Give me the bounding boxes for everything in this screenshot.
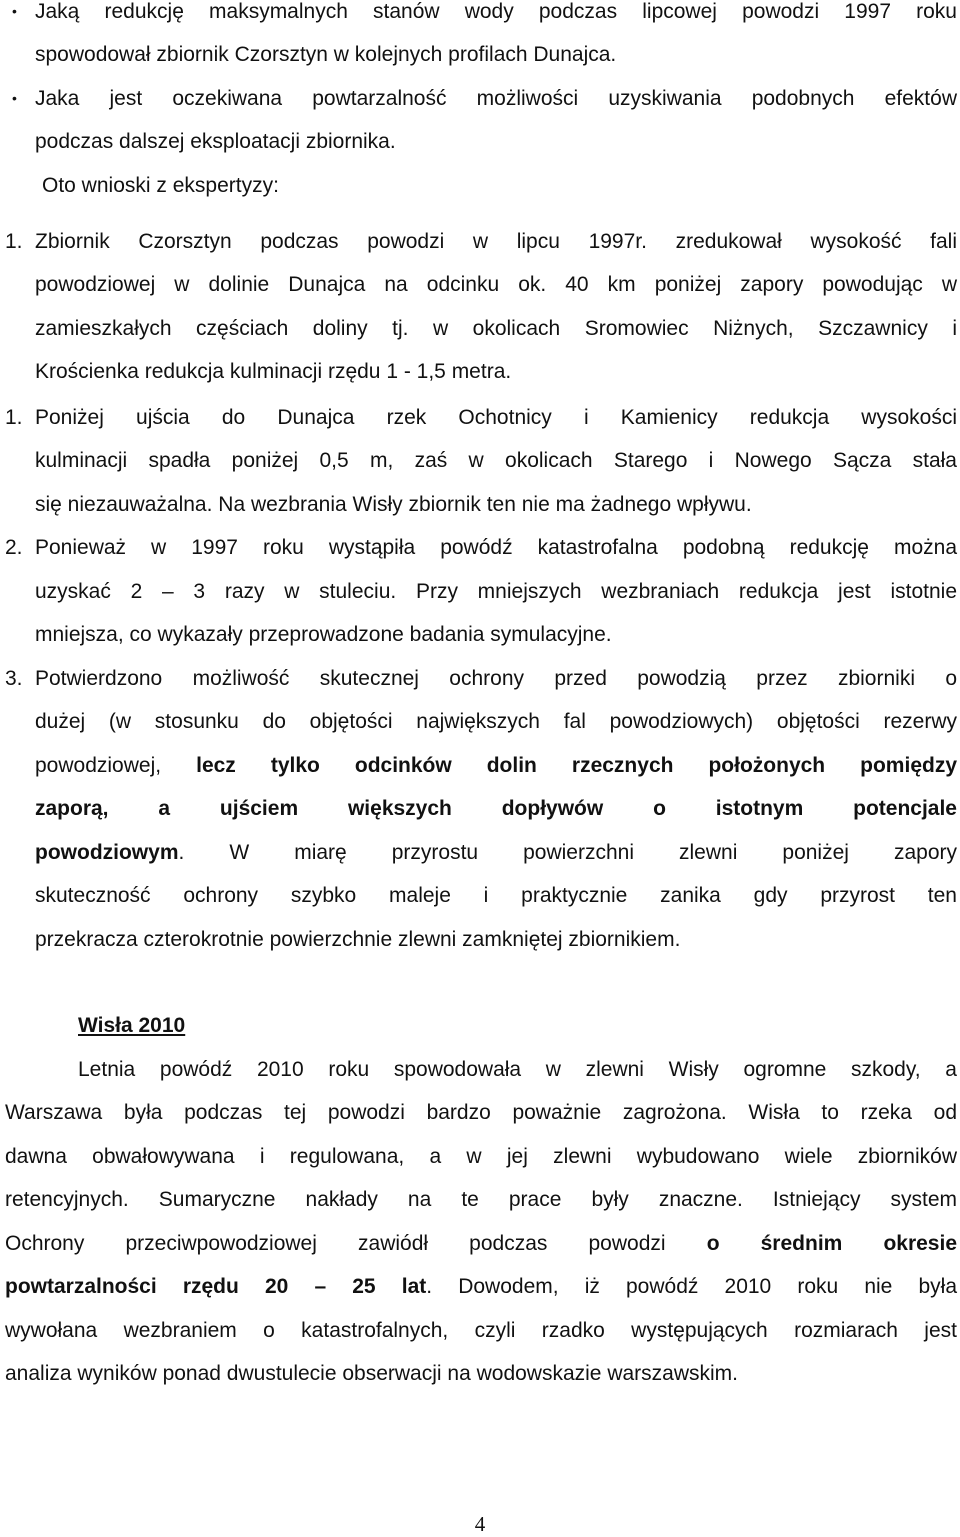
bullet-line: Jaką redukcję maksymalnych stanów wody podczas lipcowej powodzi 1997 roku [35,0,957,23]
item-line: zamieszkałych częściach doliny tj. w okolicach Sromowiec Niżnych, Szczawnicy i [35,317,957,340]
item-line: Krościenka redukcja kulminacji rzędu 1 - 1,5 metra. [35,360,512,383]
item-line-bold: zaporą, a ujściem większych dopływów o istotnym potencjale [35,797,957,820]
intro-text: Oto wnioski z ekspertyzy: [42,174,279,197]
bullet-line: spowodował zbiornik Czorsztyn w kolejnych profilach Dunajca. [35,43,617,66]
paragraph-line: analiza wyników ponad dwustulecie obserwacji na wodowskazie warszawskim. [5,1362,739,1385]
item-line: Poniżej ujścia do Dunajca rzek Ochotnicy i Kamienicy redukcja wysokości [35,406,957,429]
paragraph-text-bold: powtarzalności rzędu 20 – 25 lat [5,1275,427,1298]
item-text: powodziowej, [35,754,197,777]
page-number: 4 [474,1512,486,1536]
item-line: się niezauważalna. Na wezbrania Wisły zbiornik ten nie ma żadnego wpływu. [35,493,752,516]
item-number: 1. [5,406,23,429]
item-line: Zbiornik Czorsztyn podczas powodzi w lipcu 1997r. zredukował wysokość fali [35,230,957,253]
item-line: Ponieważ w 1997 roku wystąpiła powódź katastrofalna podobną redukcję można [35,536,957,559]
item-line: dużej (w stosunku do objętości największych fal powodziowych) objętości rezerwy [35,710,957,733]
item-line: Potwierdzono możliwość skutecznej ochrony przed powodzią przez zbiorniki o [35,667,957,690]
item-line: kulminacji spadła poniżej 0,5 m, zaś w okolicach Starego i Nowego Sącza stała [35,449,957,472]
bullet-icon: • [12,90,17,106]
paragraph-line: Warszawa była podczas tej powodzi bardzo poważnie zagrożona. Wisła to rzeka od [5,1101,957,1124]
section-heading: Wisła 2010 [78,1014,186,1037]
item-line: mniejsza, co wykazały przeprowadzone badania symulacyjne. [35,623,612,646]
item-number: 1. [5,230,23,253]
paragraph-text: Ochrony przeciwpowodziowej zawiódł podczas powodzi [5,1232,707,1255]
paragraph-line: Letnia powódź 2010 roku spowodowała w zlewni Wisły ogromne szkody, a [78,1058,957,1081]
paragraph-line: retencyjnych. Sumaryczne nakłady na te prace były znaczne. Istniejący system [5,1188,957,1211]
item-number: 3. [5,667,23,690]
bullet-line: podczas dalszej eksploatacji zbiornika. [35,130,396,153]
item-number: 2. [5,536,23,559]
paragraph-text: . Dowodem, iż powódź 2010 roku nie była [426,1275,958,1298]
item-text-bold: lecz tylko odcinków dolin rzecznych położonych pomiędzy [196,754,958,777]
item-line: skuteczność ochrony szybko maleje i praktycznie zanika gdy przyrost ten [35,884,957,907]
paragraph-line: wywołana wezbraniem o katastrofalnych, czyli rzadko występujących rozmiarach jest [5,1319,957,1342]
item-line: uzyskać 2 – 3 razy w stuleciu. Przy mniejszych wezbraniach redukcja jest istotnie [35,580,957,603]
item-text: . W miarę przyrostu powierzchni zlewni poniżej zapory [178,841,957,864]
item-line: powodziowej w dolinie Dunajca na odcinku ok. 40 km poniżej zapory powodując w [35,273,957,296]
bullet-icon: • [12,3,17,19]
paragraph-text-bold: o średnim okresie [706,1232,957,1255]
paragraph-line: dawna obwałowywana i regulowana, a w jej zlewni wybudowano wiele zbiorników [5,1145,957,1168]
item-text-bold: powodziowym [35,841,179,864]
item-line: przekracza czterokrotnie powierzchnie zlewni zamkniętej zbiornikiem. [35,928,681,951]
bullet-line: Jaka jest oczekiwana powtarzalność możliwości uzyskiwania podobnych efektów [35,87,957,110]
